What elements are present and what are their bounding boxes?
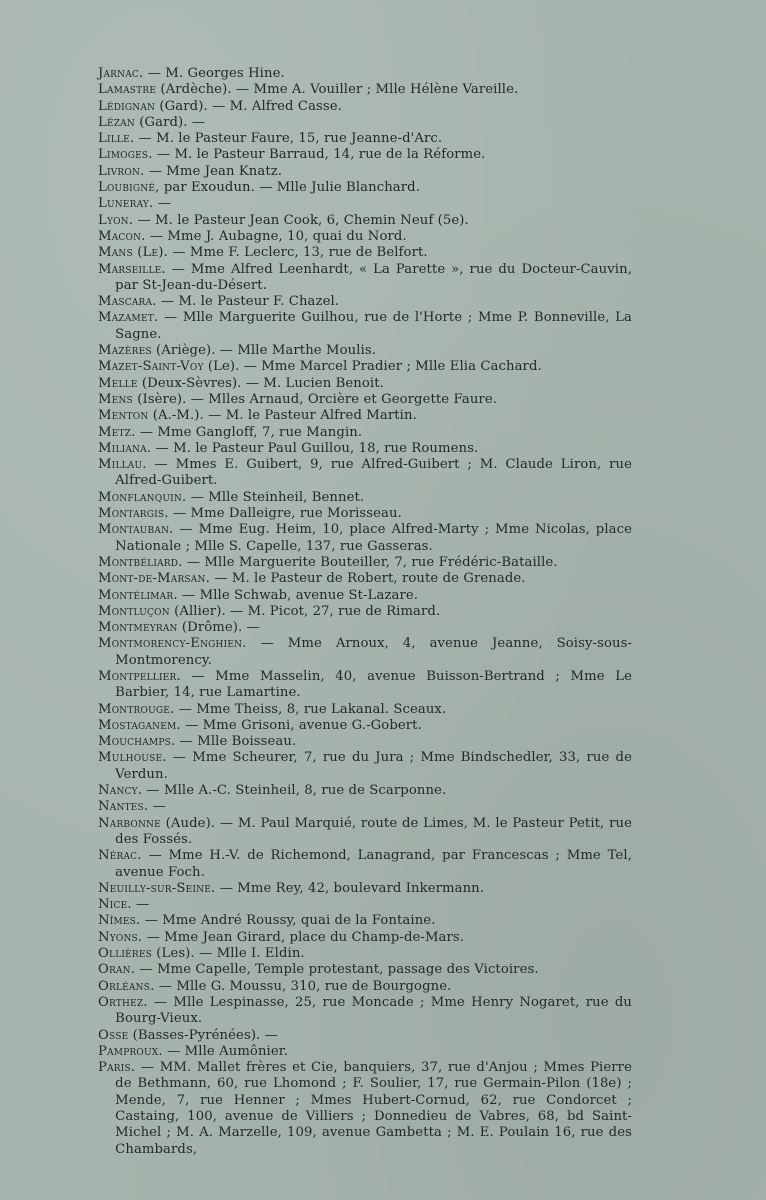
entry-text: — Mme André Roussy, quai de la Fontaine. bbox=[140, 913, 436, 929]
directory-entry bbox=[98, 82, 632, 98]
entry-text: — M. le Pasteur Jean Cook, 6, Chemin Neuf (5e). bbox=[133, 212, 469, 228]
entry-text: — Mme Rey, 42, boulevard Inkermann. bbox=[215, 880, 485, 896]
entry-text: — MM. Mallet frères et Cie, banquiers, 37, rue d'Anjou ; Mmes Pierre de Bethmann, 60, rue Lhomond ; F. Soulier, 17, rue Germain-Pilon (18e) ; Mende, 7, rue Henner ; Mmes Hubert-Cornud, 62, rue Condorcet ; Castaing, 100, avenue de Villiers ; Donnedieu de Vabres, 68, bd Saint-Michel ; M. A. Marzelle, 109, avenue Gambetta ; M. E. Poulain 16, rue des Chambards, bbox=[115, 1060, 632, 1157]
directory-entry bbox=[98, 245, 632, 261]
entry-place: Oran. bbox=[98, 962, 136, 978]
directory-entry bbox=[98, 571, 632, 587]
entry-text: — M. le Pasteur de Robert, route de Grenade. bbox=[209, 571, 526, 587]
entry-place: Nîmes. bbox=[98, 913, 141, 929]
directory-entry bbox=[98, 115, 632, 131]
entry-place: Montluçon bbox=[98, 603, 170, 619]
directory-entry bbox=[98, 359, 632, 375]
entry-place: Nice. bbox=[98, 897, 132, 913]
entry-place: Nancy. bbox=[98, 783, 143, 799]
entry-place: Montrouge. bbox=[98, 701, 175, 717]
entry-place: Mulhouse. bbox=[98, 750, 167, 766]
directory-entry bbox=[98, 734, 632, 750]
directory-entry bbox=[98, 376, 632, 392]
entry-place: Orléans. bbox=[98, 978, 155, 994]
entry-place: Nérac. bbox=[98, 848, 142, 864]
directory-entry bbox=[98, 294, 632, 310]
directory-entry bbox=[98, 262, 632, 295]
directory-entry bbox=[98, 66, 632, 82]
directory-entry bbox=[98, 180, 632, 196]
entry-text: (A.-M.). — M. le Pasteur Alfred Martin. bbox=[148, 408, 417, 424]
directory-entry bbox=[98, 750, 632, 783]
entry-text: — Mme H.-V. de Richemond, Lanagrand, par Francescas ; Mme Tel, avenue Foch. bbox=[115, 848, 632, 880]
entry-text: — Mme Dalleigre, rue Morisseau. bbox=[168, 506, 402, 522]
directory-entry bbox=[98, 164, 632, 180]
directory-entry bbox=[98, 620, 632, 636]
entry-place: Menton bbox=[98, 408, 149, 424]
entry-place: Nantes. bbox=[98, 799, 149, 815]
directory-entry bbox=[98, 702, 632, 718]
entry-place: Mascara. bbox=[98, 294, 157, 310]
entry-place: Paris. bbox=[98, 1060, 136, 1076]
entry-text: — Mlle Steinheil, Bennet. bbox=[186, 489, 365, 505]
entry-place: Ollières bbox=[98, 946, 153, 962]
directory-entry bbox=[98, 229, 632, 245]
directory-entry bbox=[98, 392, 632, 408]
directory-entry bbox=[98, 1044, 632, 1060]
entry-place: Mens bbox=[98, 391, 133, 407]
directory-entry bbox=[98, 995, 632, 1028]
entry-place: Montmorency-Enghien. bbox=[98, 636, 247, 652]
entry-place: Metz. bbox=[98, 424, 136, 440]
entry-place: Lédignan bbox=[98, 98, 156, 114]
entry-place: Monflanquin. bbox=[98, 489, 187, 505]
entry-text: (Aude). — M. Paul Marquié, route de Limes, M. le Pasteur Petit, rue des Fossés. bbox=[115, 815, 632, 847]
entry-text: — Mlle Lespinasse, 25, rue Moncade ; Mme Henry Nogaret, rue du Bourg-Vieux. bbox=[115, 994, 632, 1027]
entry-place: Mostaganem. bbox=[98, 717, 181, 733]
entry-place: Neuilly-sur-Seine. bbox=[98, 880, 216, 896]
directory-entry bbox=[98, 669, 632, 702]
entry-place: Luneray. bbox=[98, 196, 154, 212]
entry-place: Montpellier. bbox=[98, 668, 181, 684]
entry-text: — Mlle Marguerite Guilhou, rue de l'Horte ; Mme P. Bonneville, La Sagne. bbox=[115, 310, 632, 342]
directory-entry bbox=[98, 1028, 632, 1044]
entry-text: — bbox=[153, 196, 172, 212]
directory-entry bbox=[98, 979, 632, 995]
directory-entry bbox=[98, 816, 632, 849]
entry-text: — M. le Pasteur Barraud, 14, rue de la Réforme. bbox=[152, 147, 486, 163]
directory-entry bbox=[98, 490, 632, 506]
entry-place: Melle bbox=[98, 375, 138, 391]
entry-place: Montélimar. bbox=[98, 587, 178, 603]
entry-text: (Ardèche). — Mme A. Vouiller ; Mlle Hélène Vareille. bbox=[156, 82, 519, 98]
entry-place: Loubigné, bbox=[98, 180, 160, 196]
entry-place: Mont-de-Marsan. bbox=[98, 571, 210, 587]
directory-entry bbox=[98, 131, 632, 147]
directory-entry bbox=[98, 310, 632, 343]
directory-entry bbox=[98, 522, 632, 555]
directory-entry bbox=[98, 913, 632, 929]
entry-place: Montargis. bbox=[98, 506, 169, 522]
directory-entry bbox=[98, 718, 632, 734]
entry-text: — M. le Pasteur F. Chazel. bbox=[156, 294, 340, 310]
entry-text: — Mmes E. Guibert, 9, rue Alfred-Guibert ; M. Claude Liron, rue Alfred-Guibert. bbox=[115, 457, 632, 489]
directory-entry bbox=[98, 848, 632, 881]
directory-entry bbox=[98, 962, 632, 978]
entry-text: — Mlle G. Moussu, 310, rue de Bourgogne. bbox=[154, 978, 452, 994]
entry-place: Montauban. bbox=[98, 522, 174, 538]
entry-text: (Deux-Sèvres). — M. Lucien Benoit. bbox=[137, 375, 384, 391]
directory-entry bbox=[98, 636, 632, 669]
entry-text: — Mme Scheurer, 7, rue du Jura ; Mme Bindschedler, 33, rue de Verdun. bbox=[115, 750, 632, 782]
entry-place: Montbéliard. bbox=[98, 554, 183, 570]
entry-place: Lille. bbox=[98, 131, 135, 147]
entry-place: Miliana. bbox=[98, 440, 152, 456]
entry-text: — Mlle Aumônier. bbox=[162, 1043, 289, 1059]
entry-place: Marseille. bbox=[98, 261, 166, 277]
entry-place: Mazères bbox=[98, 343, 152, 359]
entry-text: — M. le Pasteur Faure, 15, rue Jeanne-d'Arc. bbox=[134, 131, 443, 147]
entry-place: Mans (Le). bbox=[98, 245, 169, 261]
entry-text: (Drôme). — bbox=[177, 620, 260, 636]
directory-entry bbox=[98, 588, 632, 604]
directory-entry bbox=[98, 213, 632, 229]
entry-place: Macon. bbox=[98, 228, 146, 244]
directory-entry bbox=[98, 506, 632, 522]
entry-place: Livron. bbox=[98, 163, 145, 179]
entry-text: — Mlle Schwab, avenue St-Lazare. bbox=[177, 587, 419, 603]
entry-place: Nyons. bbox=[98, 929, 143, 945]
entry-text: — Mme Capelle, Temple protestant, passage des Victoires. bbox=[135, 962, 539, 978]
entry-text: — Mme Eug. Heim, 10, place Alfred-Marty ; Mme Nicolas, place Nationale ; Mlle S. Capelle, 137, rue Gasseras. bbox=[115, 522, 632, 554]
directory-entry bbox=[98, 425, 632, 441]
entry-place: Osse bbox=[98, 1027, 129, 1043]
entry-place: Montmeyran bbox=[98, 620, 178, 636]
entry-place: Pamproux. bbox=[98, 1043, 163, 1059]
entry-text: (Basses-Pyrénées). — bbox=[128, 1027, 278, 1043]
entry-place: Mouchamps. bbox=[98, 734, 176, 750]
entry-text: — Mlle Marguerite Bouteiller, 7, rue Frédéric-Bataille. bbox=[182, 554, 558, 570]
entry-text: (Ariège). — Mlle Marthe Moulis. bbox=[151, 343, 377, 359]
directory-entry bbox=[98, 196, 632, 212]
directory-entry bbox=[98, 799, 632, 815]
directory-entry bbox=[98, 99, 632, 115]
entry-text: — Mlle Boisseau. bbox=[175, 734, 297, 750]
directory-entry bbox=[98, 783, 632, 799]
entry-place: Lyon. bbox=[98, 212, 134, 228]
entry-text: — Mlle A.-C. Steinheil, 8, rue de Scarponne. bbox=[142, 783, 447, 799]
entry-text: — bbox=[148, 799, 166, 815]
entry-place: Lézan bbox=[98, 114, 135, 130]
entry-text: (Les). — Mlle I. Eldin. bbox=[152, 946, 305, 962]
entry-text: — Mme Gangloff, 7, rue Mangin. bbox=[135, 424, 363, 440]
entry-place: Jarnac. bbox=[98, 66, 144, 81]
entry-place: Narbonne bbox=[98, 815, 161, 831]
entry-text: — Mme Alfred Leenhardt, « La Parette », rue du Docteur-Cauvin, par St-Jean-du-Désert. bbox=[115, 261, 632, 293]
entry-place: Orthez. bbox=[98, 994, 148, 1010]
entry-text: — Mme Grisoni, avenue G.-Gobert. bbox=[180, 717, 422, 733]
entry-text: (Gard). — bbox=[134, 114, 206, 130]
entry-place: Mazamet. bbox=[98, 310, 159, 326]
directory-entry bbox=[98, 1060, 632, 1158]
directory-entry bbox=[98, 555, 632, 571]
directory-entry bbox=[98, 881, 632, 897]
directory-entry bbox=[98, 441, 632, 457]
entry-text: — Mme Masselin, 40, avenue Buisson-Bertrand ; Mme Le Barbier, 14, rue Lamartine. bbox=[115, 668, 632, 701]
entry-text: (Gard). — M. Alfred Casse. bbox=[155, 98, 342, 114]
entry-text: — bbox=[131, 897, 150, 913]
directory-entry bbox=[98, 457, 632, 490]
entry-place: Lamastre bbox=[98, 82, 157, 98]
entry-text: par Exoudun. — Mlle Julie Blanchard. bbox=[159, 180, 421, 196]
directory-entry bbox=[98, 408, 632, 424]
entry-text: (Allier). — M. Picot, 27, rue de Rimard. bbox=[169, 603, 441, 619]
directory-entry bbox=[98, 946, 632, 962]
entry-text: — M. le Pasteur Paul Guillou, 18, rue Roumens. bbox=[151, 440, 479, 456]
directory-entry bbox=[98, 930, 632, 946]
directory-entry bbox=[98, 604, 632, 620]
entry-place: Mazet-Saint-Voy bbox=[98, 359, 204, 375]
entry-place: Limoges. bbox=[98, 147, 153, 163]
entry-text: (Isère). — Mlles Arnaud, Orcière et Georgette Faure. bbox=[132, 391, 498, 407]
entry-text: (Le). — Mme Marcel Pradier ; Mlle Elia Cachard. bbox=[203, 359, 542, 375]
entry-text: — Mme Jean Girard, place du Champ-de-Mars. bbox=[142, 929, 465, 945]
directory-entry bbox=[98, 897, 632, 913]
entry-text: — Mme Theiss, 8, rue Lakanal. Sceaux. bbox=[174, 701, 447, 717]
entry-text: — Mme J. Aubagne, 10, quai du Nord. bbox=[145, 228, 407, 244]
entry-text: — M. Georges Hine. bbox=[143, 66, 285, 81]
entry-place: Millau. bbox=[98, 457, 147, 473]
entry-text: — Mme Jean Knatz. bbox=[144, 163, 283, 179]
entry-text: — Mme Arnoux, 4, avenue Jeanne, Soisy-sous-Montmorency. bbox=[115, 636, 632, 668]
directory-entry bbox=[98, 343, 632, 359]
directory-entry bbox=[98, 147, 632, 163]
entry-text: — Mme F. Leclerc, 13, rue de Belfort. bbox=[168, 245, 428, 261]
